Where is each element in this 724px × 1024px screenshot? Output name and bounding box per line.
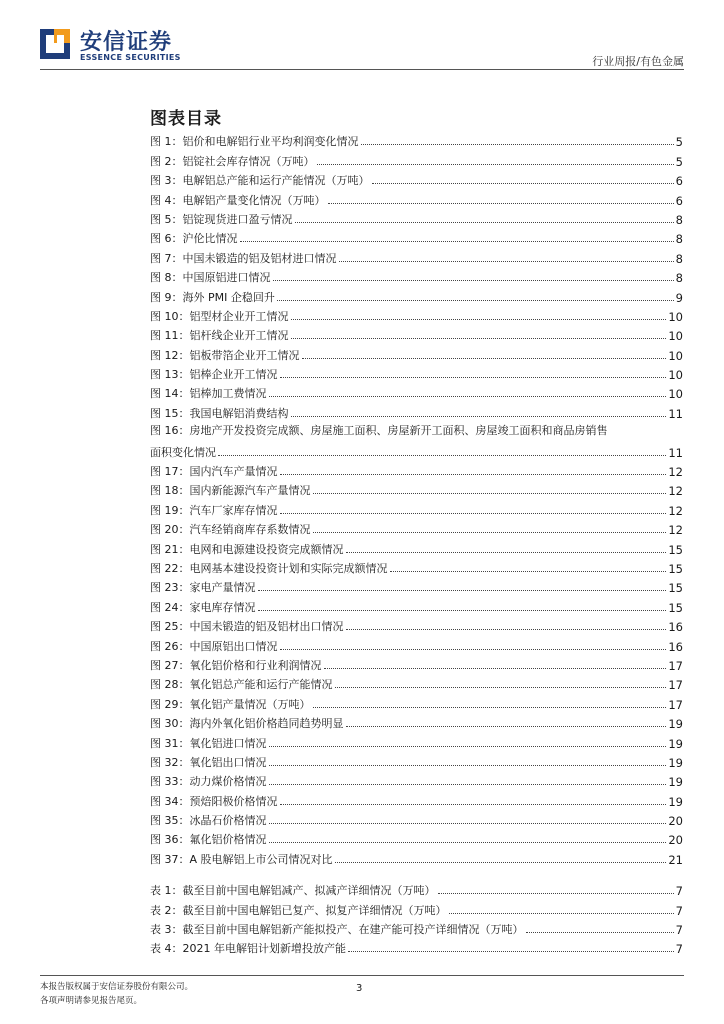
toc-entry[interactable]	[150, 149, 683, 168]
toc-entry-label: 图 13：铝棒企业开工情况	[150, 368, 278, 382]
toc-entry-page: 20	[668, 814, 683, 829]
toc-entry-page: 12	[668, 484, 683, 499]
toc-entry-page: 10	[668, 329, 683, 344]
toc-entry[interactable]	[150, 227, 683, 246]
toc-entry-label: 图 29：氧化铝产量情况（万吨）	[150, 697, 311, 711]
toc-entry-label: 图 34：预焙阳极价格情况	[150, 794, 278, 808]
dot-leader	[269, 746, 667, 747]
dot-leader	[269, 784, 667, 785]
toc-entry-page: 16	[668, 620, 683, 635]
dot-leader	[335, 687, 667, 688]
toc-entry[interactable]	[150, 751, 683, 770]
dot-leader	[361, 144, 674, 145]
toc-entry[interactable]	[150, 246, 683, 265]
toc-entry-page: 17	[668, 658, 683, 673]
dot-leader	[269, 765, 667, 766]
toc-entry-page: 8	[675, 212, 683, 227]
toc-entry-label: 图 20：汽车经销商库存系数情况	[150, 523, 311, 537]
header-divider	[40, 69, 684, 70]
toc-entry-label: 图 35：冰晶石价格情况	[150, 814, 267, 828]
toc-entry-page: 7	[675, 923, 683, 938]
dot-leader	[348, 951, 674, 952]
toc-entry-page: 10	[668, 387, 683, 402]
toc-entry-label: 图 19：汽车厂家库存情况	[150, 503, 278, 517]
company-name-cn: 安信证券	[80, 30, 173, 55]
toc-entry-page: 6	[675, 174, 683, 189]
toc-entry[interactable]	[150, 809, 683, 828]
toc-entry-label: 图 22：电网基本建设投资计划和实际完成额情况	[150, 561, 388, 575]
dot-leader	[335, 862, 667, 863]
toc-entry[interactable]	[150, 828, 683, 847]
toc-entry-label: 图 11：铝杆线企业开工情况	[150, 329, 289, 343]
toc-entry-label: 图 31：氧化铝进口情况	[150, 736, 267, 750]
dot-leader	[277, 300, 674, 301]
dot-leader	[258, 610, 667, 611]
dot-leader	[302, 358, 667, 359]
toc-entry-page: 10	[668, 348, 683, 363]
toc-entry-page: 8	[675, 271, 683, 286]
toc-entry-label: 图 14：铝棒加工费情况	[150, 387, 267, 401]
toc-entry-label-cont: 面积变化情况	[150, 445, 216, 459]
toc-entry-page: 19	[668, 717, 683, 732]
toc-entry-page: 16	[668, 639, 683, 654]
toc-entry-page: 19	[668, 736, 683, 751]
toc-entry-page: 19	[668, 755, 683, 770]
toc-entry[interactable]	[150, 557, 683, 576]
dot-leader	[438, 893, 674, 894]
toc-entry-label: 图 5：铝锭现货进口盈亏情况	[150, 212, 293, 226]
toc-entry-label: 图 8：中国原铝进口情况	[150, 271, 271, 285]
toc-entry-page: 21	[668, 852, 683, 867]
dot-leader	[280, 804, 667, 805]
toc-entry[interactable]	[150, 266, 683, 285]
dot-leader	[280, 513, 667, 514]
toc-entry-label: 图 9：海外 PMI 企稳回升	[150, 290, 275, 304]
toc-entry[interactable]	[150, 634, 683, 653]
toc-entry-label: 图 6：沪伦比情况	[150, 232, 238, 246]
toc-entry[interactable]	[150, 130, 683, 149]
toc-entry-page: 8	[675, 232, 683, 247]
toc-title: 图表目录	[150, 109, 222, 129]
toc-entry-page: 12	[668, 523, 683, 538]
dot-leader	[346, 552, 667, 553]
toc-entry-label: 图 24：家电库存情况	[150, 600, 256, 614]
toc-entry-page: 5	[675, 135, 683, 150]
toc-entry-label: 图 2：铝锭社会库存情况（万吨）	[150, 154, 315, 168]
toc-entry-label: 表 4：2021 年电解铝计划新增投放产能	[150, 942, 346, 956]
toc-entry-label: 图 18：国内新能源汽车产量情况	[150, 484, 311, 498]
dot-leader	[240, 241, 674, 242]
toc-entry-label: 图 26：中国原铝出口情况	[150, 639, 278, 653]
toc-entry-page: 8	[675, 251, 683, 266]
toc-entry-label: 图 21：电网和电源建设投资完成额情况	[150, 542, 344, 556]
figure-list-b	[150, 460, 683, 867]
toc-entry-page: 15	[668, 561, 683, 576]
dot-leader	[346, 629, 667, 630]
toc-entry-page: 5	[675, 154, 683, 169]
dot-leader	[280, 649, 667, 650]
dot-leader	[295, 222, 674, 223]
toc-entry[interactable]	[150, 712, 683, 731]
toc-entry-label: 图 36：氟化铝价格情况	[150, 833, 267, 847]
toc-entry-label: 图 4：电解铝产量变化情况（万吨）	[150, 193, 326, 207]
disclaimer-notice: 各项声明请参见报告尾页。	[40, 996, 143, 1006]
toc-entry-label: 图 32：氧化铝出口情况	[150, 755, 267, 769]
toc-entry[interactable]	[150, 898, 683, 917]
toc-entry[interactable]	[150, 537, 683, 556]
toc-entry-label: 图 3：电解铝总产能和运行产能情况（万吨）	[150, 174, 370, 188]
toc-entry-label: 表 2：截至目前中国电解铝已复产、拟复产详细情况（万吨）	[150, 903, 447, 917]
copyright-notice: 本报告版权属于安信证券股份有限公司。	[40, 982, 194, 992]
dot-leader	[339, 261, 674, 262]
footer-divider	[40, 975, 684, 976]
toc-entry[interactable]	[150, 937, 683, 956]
toc-entry-label: 图 10：铝型材企业开工情况	[150, 309, 289, 323]
toc-entry[interactable]	[150, 789, 683, 808]
toc-entry-label: 图 7：中国未锻造的铝及铝材进口情况	[150, 251, 337, 265]
dot-leader	[273, 280, 674, 281]
toc-entry[interactable]	[150, 343, 683, 362]
spacer	[150, 867, 683, 879]
toc-entry-page: 6	[675, 193, 683, 208]
toc-entry[interactable]	[150, 460, 683, 479]
toc-entry[interactable]	[150, 731, 683, 750]
toc-entry[interactable]	[150, 169, 683, 188]
toc-entry[interactable]	[150, 576, 683, 595]
toc-entry-page: 15	[668, 542, 683, 557]
dot-leader	[218, 455, 666, 456]
dot-leader	[280, 377, 667, 378]
dot-leader	[346, 726, 667, 727]
toc-entry-page: 20	[668, 833, 683, 848]
toc-entry-label: 图 23：家电产量情况	[150, 581, 256, 595]
toc-entry-page: 19	[668, 775, 683, 790]
toc-entry[interactable]	[150, 285, 683, 304]
toc-entry-label: 图 17：国内汽车产量情况	[150, 465, 278, 479]
toc-entry-page: 12	[668, 465, 683, 480]
figure-list-a	[150, 130, 683, 421]
toc-entry-page: 19	[668, 794, 683, 809]
toc-entry[interactable]	[150, 305, 683, 324]
dot-leader	[291, 319, 667, 320]
dot-leader	[269, 396, 667, 397]
toc-entry-page: 9	[675, 290, 683, 305]
toc-entry[interactable]	[150, 324, 683, 343]
toc-entry-page: 11	[668, 406, 683, 421]
table-list	[150, 879, 683, 957]
toc-entry[interactable]	[150, 918, 683, 937]
toc-entry-label: 图 37：A 股电解铝上市公司情况对比	[150, 852, 333, 866]
toc-entry[interactable]	[150, 692, 683, 711]
toc-entry-page: 12	[668, 503, 683, 518]
dot-leader	[269, 823, 667, 824]
dot-leader	[258, 590, 667, 591]
toc-entry-label: 图 16：房地产开发投资完成额、房屋施工面积、房屋新开工面积、房屋竣工面积和商品房销售	[150, 423, 608, 437]
toc-entry-label: 表 3：截至目前中国电解铝新产能拟投产、在建产能可投产详细情况（万吨）	[150, 923, 524, 937]
toc-entry-page: 11	[668, 445, 683, 460]
dot-leader	[526, 932, 674, 933]
toc-entry-page: 7	[675, 942, 683, 957]
toc-entry-page: 10	[668, 309, 683, 324]
toc-entry[interactable]	[150, 673, 683, 692]
toc-entry[interactable]	[150, 479, 683, 498]
toc-entry-page: 10	[668, 368, 683, 383]
dot-leader	[328, 203, 674, 204]
toc-entry-label: 图 33：动力煤价格情况	[150, 775, 267, 789]
dot-leader	[313, 707, 667, 708]
company-logo	[40, 25, 190, 65]
toc-entry-label: 图 25：中国未锻造的铝及铝材出口情况	[150, 620, 344, 634]
toc-entry[interactable]	[150, 498, 683, 517]
toc-entry-figure-16[interactable]	[150, 421, 683, 460]
toc-entry[interactable]	[150, 518, 683, 537]
toc-entry-label: 图 15：我国电解铝消费结构	[150, 406, 289, 420]
footer-disclaimer	[40, 980, 193, 1008]
toc-entry-label: 图 1：铝价和电解铝行业平均利润变化情况	[150, 135, 359, 149]
toc-entry-label: 图 30：海内外氧化铝价格趋同趋势明显	[150, 717, 344, 731]
report-section: 行业周报/有色金属	[592, 55, 684, 68]
toc-entry[interactable]	[150, 654, 683, 673]
dot-leader	[291, 338, 667, 339]
toc-entry-page: 17	[668, 678, 683, 693]
page-number: 3	[356, 983, 363, 994]
toc-entry-label: 图 27：氧化铝价格和行业利润情况	[150, 658, 322, 672]
toc-entry-label: 图 12：铝板带箔企业开工情况	[150, 348, 300, 362]
dot-leader	[372, 183, 674, 184]
dot-leader	[269, 842, 667, 843]
toc-entry[interactable]	[150, 847, 683, 866]
company-name-en: ESSENCE SECURITIES	[80, 53, 181, 62]
toc-entry-page: 17	[668, 697, 683, 712]
dot-leader	[390, 571, 667, 572]
toc-entry-label: 表 1：截至目前中国电解铝减产、拟减产详细情况（万吨）	[150, 884, 436, 898]
dot-leader	[313, 493, 667, 494]
toc-entry-label: 图 28：氧化铝总产能和运行产能情况	[150, 678, 333, 692]
toc-entry[interactable]	[150, 401, 683, 420]
toc-entry-page: 15	[668, 581, 683, 596]
dot-leader	[291, 416, 667, 417]
toc-entry[interactable]	[150, 363, 683, 382]
toc-entry-page: 7	[675, 903, 683, 918]
dot-leader	[317, 164, 674, 165]
toc-entry-page: 15	[668, 600, 683, 615]
toc-entry[interactable]	[150, 615, 683, 634]
toc-entry[interactable]	[150, 382, 683, 401]
toc-entry-page: 7	[675, 884, 683, 899]
logo-mark-icon	[40, 29, 70, 59]
toc-entry[interactable]	[150, 188, 683, 207]
toc-entry[interactable]	[150, 879, 683, 898]
table-of-figures	[150, 130, 683, 956]
dot-leader	[313, 532, 667, 533]
toc-entry[interactable]	[150, 770, 683, 789]
dot-leader	[449, 913, 674, 914]
dot-leader	[324, 668, 667, 669]
dot-leader	[280, 474, 667, 475]
toc-entry[interactable]	[150, 208, 683, 227]
toc-entry[interactable]	[150, 595, 683, 614]
